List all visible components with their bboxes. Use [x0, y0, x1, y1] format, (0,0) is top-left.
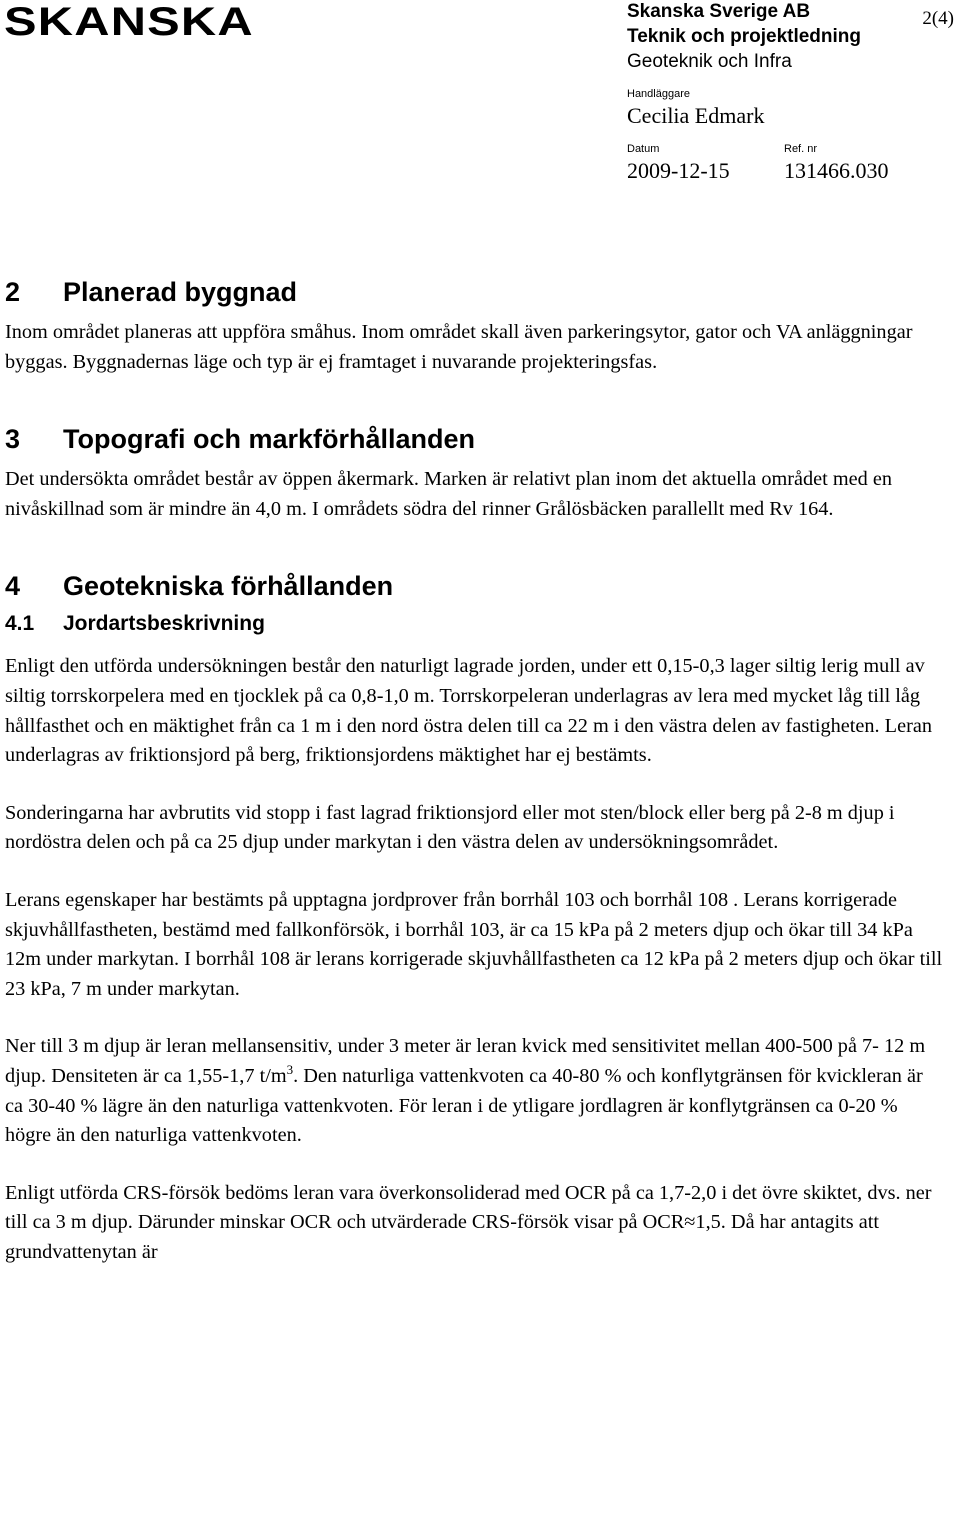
ref-value: 131466.030 [784, 158, 889, 183]
text-span: . Den naturliga vattenkvoten ca 40-80 % och konflytgränsen för kvickleran är ca 30-40 % lägre än den naturliga vattenkvoten. För leran i de ytligare jordlagren är konflytgränsen ca 0-20 % högre än den naturliga vattenkvoten. [5, 1064, 923, 1147]
section-title: Topografi och markförhållanden [63, 424, 476, 455]
section-4-heading [5, 566, 945, 606]
section-2-heading [5, 272, 945, 312]
section-4-1-heading [5, 608, 945, 640]
section-title: Planerad byggnad [63, 277, 298, 307]
section-3-heading [5, 419, 945, 459]
section-number: 3 [5, 424, 21, 455]
section-2-paragraph: Inom området planeras att uppföra småhus. Inom området skall även parkeringsytor, gator och VA anläggningar byggas. Byggnadernas läge och typ är ej framtaget i nuvarande projekteringsfas. [5, 321, 913, 373]
subsection-title: Jordartsbeskrivning [63, 612, 265, 636]
department-name: Teknik och projektledning [627, 26, 862, 47]
section-title: Geotekniska förhållanden [63, 571, 394, 602]
paragraph-sondering: Sonderingarna har avbrutits vid stopp i fast lagrad friktionsjord eller mot sten/block eller berg på 2-8 m djup i nordöstra delen och på ca 25 djup under markytan i den västra delen av undersökningsområdet. [5, 801, 895, 854]
subsection-number: 4.1 [5, 612, 35, 636]
section-number: 4 [5, 571, 21, 602]
handler-name: Cecilia Edmark [627, 103, 765, 128]
company-name: Skanska Sverige AB [627, 1, 811, 22]
section-3-paragraph: Det undersökta området består av öppen åkermark. Marken är relativt plan inom det aktuella området med en nivåskillnad som är mindre än 4,0 m. I områdets södra del rinner Grålösbäcken parallellt med Rv 164. [5, 468, 892, 520]
paragraph-crs: Enligt utförda CRS-försök bedöms leran vara överkonsoliderad med OCR på ca 1,7-2,0 i det övre skiktet, dvs. ner till ca 3 m djup. Därunder minskar OCR och utvärderade CRS-försök visar på OCR≈1,5. Då har antagits att grundvattenytan är [5, 1181, 932, 1263]
document-body [5, 272, 945, 1267]
page-number: 2(4) [922, 8, 954, 29]
date-label: Datum [627, 143, 660, 155]
text-span: Ner till 3 m djup är leran mellansensitiv, under 3 meter är leran kvick med sensitivitet mellan 400-500 på 7- 12 m djup. Densiteten är ca 1,55-1,7 t/m [5, 1035, 926, 1087]
ref-label: Ref. nr [784, 143, 818, 155]
section-number: 2 [5, 277, 21, 307]
unit-name: Geoteknik och Infra [627, 51, 792, 72]
paragraph-jordart: Enligt den utförda undersökningen består den naturligt lagrade jorden, under ett 0,15-0,3 lager siltig lerig mull av siltig torrskorpelera med en tjocklek på ca 0,8-1,0 m. Torrskorpeleran underlagras av lera med mycket låg till låg hållfasthet och en mäktighet från ca 1 m i den nord östra delen till ca 22 m i den västra delen av fastigheten. Leran underlagras av friktionsjord på berg, friktionsjordens mäktighet har ej bestämts. [5, 655, 932, 767]
date-value: 2009-12-15 [627, 158, 730, 183]
paragraph-lerans-egenskaper: Lerans egenskaper har bestämts på upptagna jordprover från borrhål 103 och borrhål 108 . Lerans korrigerade skjuvhållfastheten, bestämd med fallkonförsök, i borrhål 103, är ca 15 kPa på 2 meters djup och ökar till 34 kPa 12m under markytan. I borrhål 108 är lerans korrigerade skjuvhållfastheten ca 12 kPa på 2 meters djup och ökar till 23 kPa, 7 m under markytan. [5, 888, 943, 1000]
handler-label: Handläggare [627, 88, 690, 100]
superscript: 3 [286, 1061, 294, 1077]
paragraph-sensitivitet [5, 1032, 945, 1150]
skanska-logo: SKANSKA [4, 0, 254, 44]
